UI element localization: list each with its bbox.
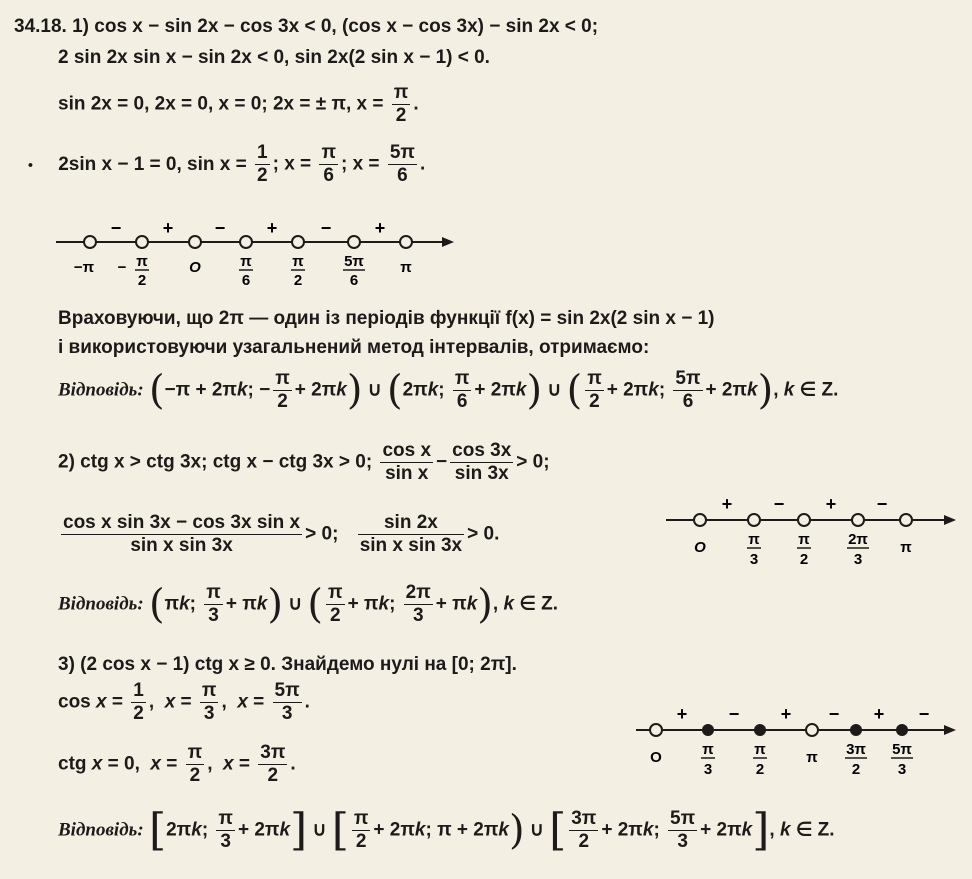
fraction: $\frac{\sin 2x}{\text{sin x sin 3x}}$ [359, 512, 463, 556]
problem-number: 34.18. [14, 16, 67, 37]
open-point [292, 236, 304, 248]
part1-line3: sin 2x = 0, 2x = 0, x = 0; 2x = ± π, x = $\frac{\pi}{2}$ . [58, 82, 419, 126]
answer-2: Відповідь: (πk; $\frac{\pi}{3}$ + πk) ∪ ( $\frac{\pi}{2}$ + πk; $\frac{2\pi}{3}$ + πk), k ∈ Z. [58, 581, 559, 628]
problem-header [14, 16, 598, 38]
filled-point [896, 724, 908, 736]
fraction: $\frac{\pi}{6}$ [321, 142, 336, 186]
sign-label: − [214, 218, 226, 238]
sign-label: + [780, 704, 792, 724]
tick-label: 5π [892, 741, 912, 758]
number-line-3 [632, 698, 962, 788]
part1-line4: • 2sin x − 1 = 0, sin x = $\frac{1}{2}$ ; x = $\frac{\pi}{6}$ ; x = $\frac{5\pi}{6}$ . [28, 142, 426, 186]
tick-label: 2 [755, 761, 765, 778]
tick-label: π [806, 749, 818, 766]
sign-label: + [374, 218, 386, 238]
tick-label: π [292, 253, 304, 270]
tick-label: π [754, 741, 766, 758]
tick-label: 2 [851, 761, 861, 778]
fraction: $\frac{\pi}{2}$ [393, 82, 409, 126]
part2-line1: 2) ctg x > ctg 3x; ctg x − ctg 3x > 0; $\frac{\text{cos x}}{\text{sin x}}$ − $\frac{\cos 3x}{\sin 3x}$ > 0; [58, 440, 550, 484]
sign-label: − [110, 218, 122, 238]
tick-label: 2π [848, 531, 868, 548]
tick-label: 3 [897, 761, 907, 778]
number-line-2 [662, 488, 962, 578]
sign-label: − [773, 494, 785, 514]
sign-label: − [320, 218, 332, 238]
part3-line1: 3) (2 cos x − 1) ctg x ≥ 0. Знайдемо нулі на [0; 2π]. [58, 654, 517, 675]
tick-label: π [900, 539, 912, 556]
tick-label: 3 [749, 551, 759, 568]
sign-label: − [876, 494, 888, 514]
fraction: $\frac{5\pi}{6}$ [389, 142, 415, 186]
answer-label: Відповідь: [58, 819, 144, 841]
sign-label: + [266, 218, 278, 238]
tick-label: −π [73, 259, 95, 276]
sign-label: + [825, 494, 837, 514]
open-point [900, 514, 912, 526]
open-point [189, 236, 201, 248]
number-line-1 [50, 210, 460, 300]
answer-3: Відповідь: [2πk; $\frac{\pi}{3}$ + 2πk] ∪ [ $\frac{\pi}{2}$ + 2πk; π + 2πk) ∪ [ $\frac{3\pi}{2}$ + 2πk; $\frac{5\pi}{3}$ + 2πk], k ∈ Z. [58, 804, 835, 856]
fraction: $\frac{1}{2}$ [257, 142, 268, 186]
open-point [650, 724, 662, 736]
filled-point [754, 724, 766, 736]
tick-label: 3π [846, 741, 866, 758]
tick-label: π [136, 253, 148, 270]
answer-1: Відповідь: (−π + 2πk; − $\frac{\pi}{2}$ + 2πk) ∪ (2πk; $\frac{\pi}{6}$ + 2πk) ∪ ( $\frac{\pi}{2}$ + 2πk; $\frac{5\pi}{6}$ + 2πk), k ∈ Z. [58, 367, 839, 414]
sign-label: + [721, 494, 733, 514]
open-point [852, 514, 864, 526]
open-point [806, 724, 818, 736]
sign-label: − [728, 704, 740, 724]
tick-label: 2 [137, 272, 147, 289]
tick-label: 3 [703, 761, 713, 778]
tick-label: π [702, 741, 714, 758]
part3-line2: cos x = $\frac{1}{2}$ , x = $\frac{\pi}{3}$ , x = $\frac{5\pi}{3}$ . [58, 680, 310, 724]
part3-line3: ctg x = 0, x = $\frac{\pi}{2}$ , x = $\frac{3\pi}{2}$ . [58, 742, 296, 786]
open-point [348, 236, 360, 248]
tick-label: 5π [344, 253, 364, 270]
answer-label: Відповідь: [58, 593, 144, 615]
arrow-head [442, 237, 454, 247]
filled-point [850, 724, 862, 736]
filled-point [702, 724, 714, 736]
tick-label: π [798, 531, 810, 548]
open-point [136, 236, 148, 248]
tick-label: O [650, 749, 662, 766]
fraction: $\frac{\text{cos x sin 3x − cos 3x sin x}}{\text{sin x sin 3x}}$ [63, 512, 301, 556]
tick-label: π [240, 253, 252, 270]
sign-label: + [873, 704, 885, 724]
sign-label: + [676, 704, 688, 724]
sign-label: + [162, 218, 174, 238]
open-point [748, 514, 760, 526]
sign-label: − [828, 704, 840, 724]
tick-label: 3 [853, 551, 863, 568]
open-point [400, 236, 412, 248]
tick-label: O [694, 539, 706, 556]
part1-line1: 1) cos x − sin 2x − cos 3x < 0, (cos x − cos 3x) − sin 2x < 0; [72, 16, 599, 37]
fraction: $\frac{\text{cos x}}{\text{sin x}}$ [382, 440, 432, 484]
tick-label: − [117, 259, 127, 276]
arrow-head [944, 725, 956, 735]
sign-label: − [918, 704, 930, 724]
open-point [240, 236, 252, 248]
open-point [694, 514, 706, 526]
tick-label: 2 [293, 272, 303, 289]
tick-label: O [189, 259, 201, 276]
open-point [84, 236, 96, 248]
explanation-line2: і використовуючи узагальнений метод інтервалів, отримаємо: [58, 337, 650, 358]
answer-label: Відповідь: [58, 379, 144, 401]
tick-label: 2 [799, 551, 809, 568]
explanation-line1: Враховуючи, що 2π — один із періодів функції f(x) = sin 2x(2 sin x − 1) [58, 308, 715, 329]
tick-label: π [748, 531, 760, 548]
part1-line2: 2 sin 2x sin x − sin 2x < 0, sin 2x(2 sin x − 1) < 0. [58, 47, 490, 68]
open-point [798, 514, 810, 526]
part2-line2: $\frac{\text{cos x sin 3x − cos 3x sin x}}{\text{sin x sin 3x}}$ > 0; $\frac{\sin 2x}{\text{sin x sin 3x}}$ > 0. [63, 512, 500, 556]
fraction: $\frac{\cos 3x}{\sin 3x}$ [452, 440, 512, 484]
tick-label: 6 [349, 272, 359, 289]
tick-label: π [400, 259, 412, 276]
tick-label: 6 [241, 272, 251, 289]
arrow-head [944, 515, 956, 525]
